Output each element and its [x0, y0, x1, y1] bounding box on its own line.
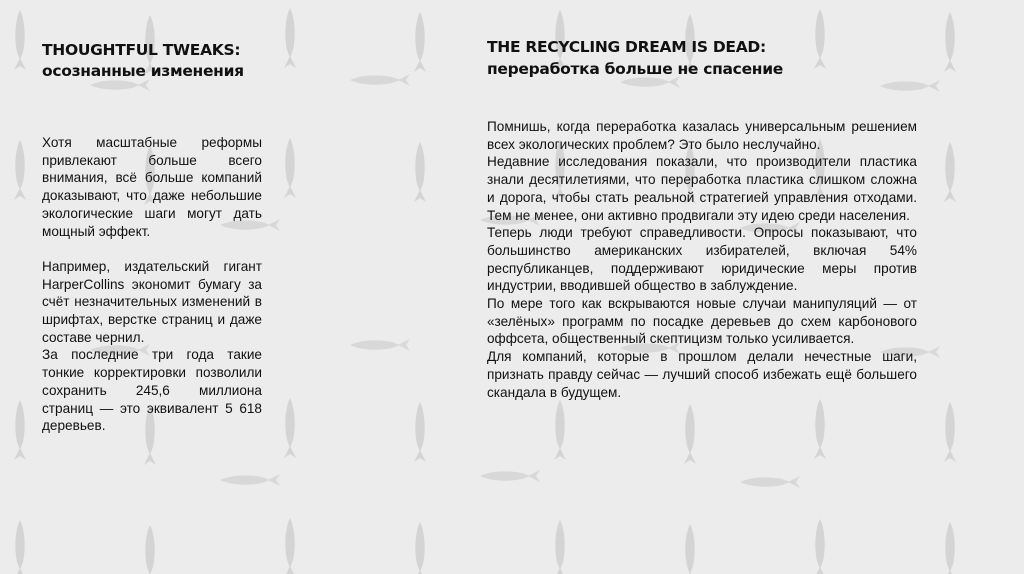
right-paragraph: Теперь люди требуют справедливости. Опросы показывают, что большинство американских избирателей, включая 54% республиканцев, поддерживают юридические меры против индустрии, вводившей общество в заблуждение. [487, 225, 917, 294]
right-paragraph: Недавние исследования показали, что производители пластика знали десятилетиями, что переработка пластика слишком сложна и дорога, чтобы стать реальной стратегией управления отходами. Тем не менее, они активно продвигали эту идею среди населения. [487, 154, 917, 223]
right-title-ru: переработка больше не спасение [487, 60, 783, 78]
right-paragraph: По мере того как вскрываются новые случаи манипуляций — от «зелёных» программ по посадке деревьев до схем карбонового оффсета, общественный скептицизм только усиливается. [487, 296, 917, 347]
left-paragraph: Например, издательский гигант HarperCollins экономит бумагу за счёт незначительных изменений в шрифтах, верстке страниц и даже составе чернил. [42, 258, 262, 345]
right-paragraph: Помнишь, когда переработка казалась универсальным решением всех экологических проблем? Это было неслучайно. [487, 119, 917, 152]
right-body [487, 118, 917, 401]
right-paragraph: Для компаний, которые в прошлом делали нечестные шаги, признать правду сейчас — лучший способ избежать ещё большего скандала в будущем. [487, 349, 917, 400]
right-title-en: THE RECYCLING DREAM IS DEAD: [487, 38, 766, 56]
left-title-ru: осознанные изменения [42, 62, 244, 80]
right-heading [487, 36, 917, 80]
left-body [42, 134, 262, 435]
left-paragraph: За последние три года такие тонкие корректировки позволили сохранить 245,6 миллиона страниц — это эквивалент 5 618 деревьев. [42, 347, 262, 434]
left-column [42, 40, 262, 435]
right-column [487, 36, 917, 401]
left-paragraph: Хотя масштабные реформы привлекают больше всего внимания, всё больше компаний доказывают, что даже небольшие экологические шаги могут дать мощный эффект. [42, 135, 262, 239]
left-heading [42, 40, 262, 82]
left-title-en: THOUGHTFUL TWEAKS: [42, 41, 241, 59]
